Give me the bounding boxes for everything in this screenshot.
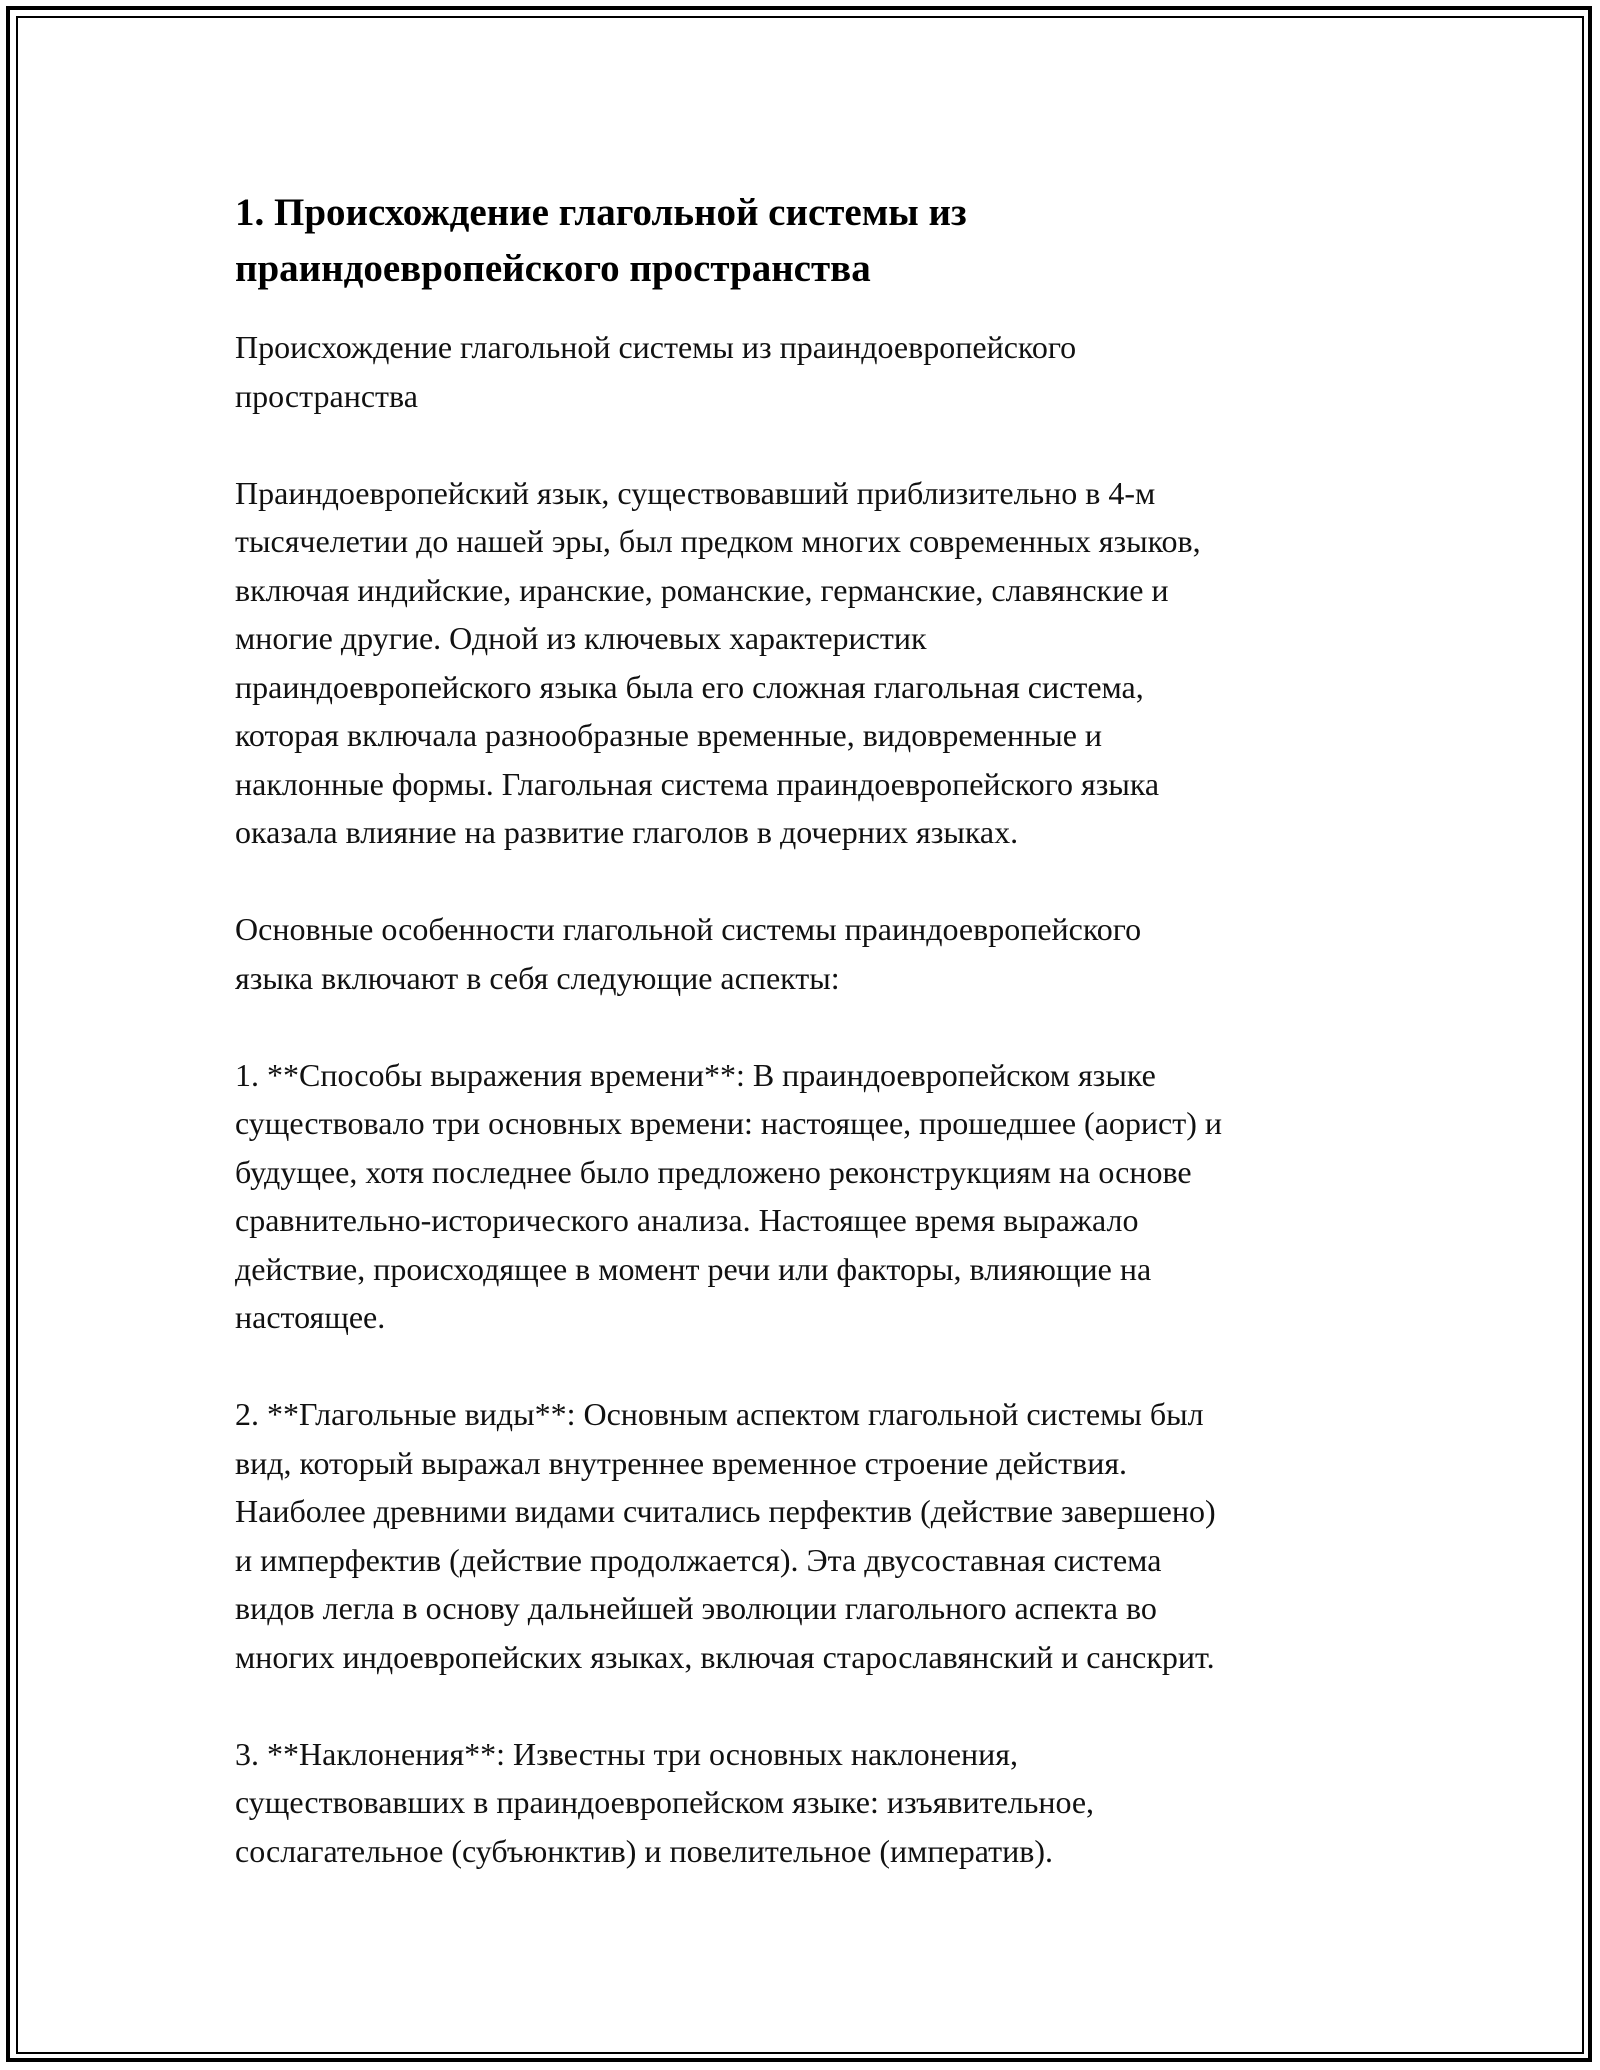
text-line: языка включают в себя следующие аспекты:: [235, 959, 840, 996]
text-line: наклонные формы. Глагольная система праиндоевропейского языка: [235, 765, 1160, 802]
text-line: Праиндоевропейский язык, существовавший приблизительно в 4-м: [235, 474, 1156, 511]
text-line: которая включала разнообразные временные, видовременные и: [235, 717, 1103, 753]
text-line: пространства: [235, 377, 418, 414]
text-line: Наиболее древними видами считались перфектив (действие завершено): [235, 1493, 1216, 1529]
paragraph-features: [235, 905, 1385, 1002]
text-line: действие, происходящее в момент речи или факторы, влияющие на: [235, 1250, 1152, 1287]
text-line: многие другие. Одной из ключевых характеристик: [235, 620, 927, 656]
text-line: тысячелетии до нашей эры, был предком многих современных языков,: [235, 523, 1201, 559]
paragraph-subtitle: [235, 323, 1385, 420]
text-line: и имперфектив (действие продолжается). Эта двусоставная система: [235, 1541, 1162, 1578]
text-line: вид, который выражал внутреннее временное строение действия.: [235, 1444, 1128, 1481]
text-line: 3. **Наклонения**: Известны три основных наклонения,: [235, 1735, 1018, 1772]
text-line: сослагательное (субъюнктив) и повелительное (императив).: [235, 1832, 1053, 1869]
text-line: включая индийские, иранские, романские, германские, славянские и: [235, 571, 1169, 608]
text-line: Основные особенности глагольной системы праиндоевропейского: [235, 911, 1142, 947]
text-line: существовавших в праиндоевропейском языке: изъявительное,: [235, 1784, 1095, 1820]
text-line: настоящее.: [235, 1299, 386, 1335]
text-line: сравнительно-исторического анализа. Настоящее время выражало: [235, 1202, 1139, 1238]
paragraph-intro: [235, 469, 1385, 857]
text-line: оказала влияние на развитие глаголов в дочерних языках.: [235, 814, 1019, 850]
paragraph-item-3-mood: [235, 1730, 1385, 1876]
text-line: Происхождение глагольной системы из праиндоевропейского: [235, 329, 1077, 365]
text-line: 2. **Глагольные виды**: Основным аспектом глагольной системы был: [235, 1396, 1204, 1432]
heading-line: праиндоевропейского пространства: [235, 247, 871, 290]
text-line: будущее, хотя последнее было предложено реконструкциям на основе: [235, 1153, 1192, 1190]
paragraph-item-1-tense: [235, 1051, 1385, 1342]
heading-line: 1. Происхождение глагольной системы из: [235, 191, 967, 234]
section-heading: [235, 185, 1385, 297]
document-body: [235, 185, 1385, 1924]
text-line: существовало три основных времени: настоящее, прошедшее (аорист) и: [235, 1105, 1222, 1141]
text-line: многих индоевропейских языках, включая старославянский и санскрит.: [235, 1638, 1215, 1675]
paragraph-item-2-aspect: [235, 1390, 1385, 1681]
text-line: 1. **Способы выражения времени**: В праиндоевропейском языке: [235, 1056, 1156, 1093]
text-line: праиндоевропейского языка была его сложная глагольная система,: [235, 668, 1144, 705]
text-line: видов легла в основу дальнейшей эволюции глагольного аспекта во: [235, 1590, 1157, 1626]
